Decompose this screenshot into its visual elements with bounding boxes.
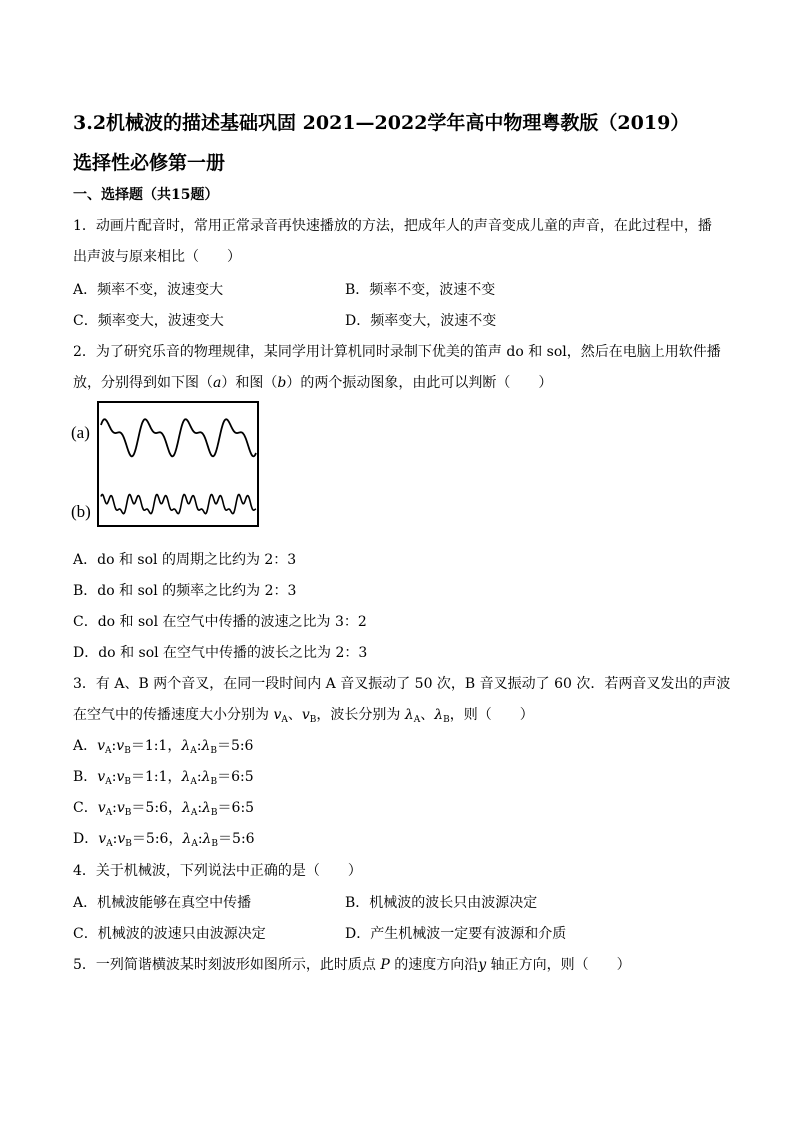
q4-option-b: B．机械波的波长只由波源决定 xyxy=(345,895,538,911)
q1-stem-line1: 1．动画片配音时，常用正常录音再快速播放的方法，把成年人的声音变成儿童的声音，在此过程中，播 xyxy=(73,218,712,234)
q3-option-b: B．$v_A:v_B=1:1$，$\lambda_A:\lambda_B=6:5$ xyxy=(73,769,254,787)
section-heading: 一、选择题（共15题） xyxy=(73,187,219,203)
q1-stem-line2: 出声波与原来相比（ ） xyxy=(73,249,241,265)
q1-option-a: A．频率不变，波速变大 xyxy=(73,282,224,298)
q2-option-b: B．do 和 sol 的频率之比约为 2：3 xyxy=(73,583,297,599)
q3-option-d: D．$v_A:v_B=5:6$，$\lambda_A:\lambda_B=5:6$ xyxy=(73,831,255,849)
q5-stem: 5．一列简谐横波某时刻波形如图所示，此时质点 P 的速度方向沿y 轴正方向，则（ ） xyxy=(73,957,631,973)
fig-label-a: (a) xyxy=(71,423,90,442)
waveform-a xyxy=(101,419,256,456)
q4-option-d: D．产生机械波一定要有波源和介质 xyxy=(345,926,567,942)
q3-option-c: C．$v_A:v_B=5:6$，$\lambda_A:\lambda_B=6:5$ xyxy=(73,800,255,818)
q4-option-a: A．机械波能够在真空中传播 xyxy=(73,895,252,911)
document-title xyxy=(73,103,723,183)
title-line-2: 选择性必修第一册 xyxy=(73,152,226,174)
q2-stem-line2: 放，分别得到如下图（a）和图（b）的两个振动图象，由此可以判断（ ） xyxy=(73,375,553,391)
q3-stem-line2: 在空气中的传播速度大小分别为 $v_A$、$v_B$，波长分别为 $\lambda_A$、$\lambda_B$，则（ ） xyxy=(73,707,534,725)
q2-option-c: C．do 和 sol 在空气中传播的波速之比为 3：2 xyxy=(73,614,367,630)
q1-option-c: C．频率变大，波速变大 xyxy=(73,313,224,329)
waveform-figure xyxy=(68,400,268,532)
figure-frame xyxy=(98,402,258,526)
fig-label-b: (b) xyxy=(71,502,91,521)
q2-option-a: A．do 和 sol 的周期之比约为 2：3 xyxy=(73,552,297,568)
waveform-b xyxy=(101,495,256,514)
q3-option-a: A．$v_A:v_B=1:1$，$\lambda_A:\lambda_B=5:6$ xyxy=(73,738,254,756)
q4-stem: 4．关于机械波，下列说法中正确的是（ ） xyxy=(73,863,362,879)
q1-option-d: D．频率变大，波速不变 xyxy=(345,313,497,329)
q3-stem-line1: 3．有 A、B 两个音叉，在同一段时间内 A 音叉振动了 50 次，B 音叉振动了 60 次．若两音叉发出的声波 xyxy=(73,676,731,692)
q2-stem-line1: 2．为了研究乐音的物理规律，某同学用计算机同时录制下优美的笛声 do 和 sol，然后在电脑上用软件播 xyxy=(73,344,721,360)
title-line-1: 3.2机械波的描述基础巩固 2021—2022学年高中物理粤教版（2019） xyxy=(73,112,690,134)
q1-option-b: B．频率不变，波速不变 xyxy=(345,282,496,298)
q4-option-c: C．机械波的波速只由波源决定 xyxy=(73,926,266,942)
q2-option-d: D．do 和 sol 在空气中传播的波长之比为 2：3 xyxy=(73,645,368,661)
waveform-svg xyxy=(68,400,268,532)
